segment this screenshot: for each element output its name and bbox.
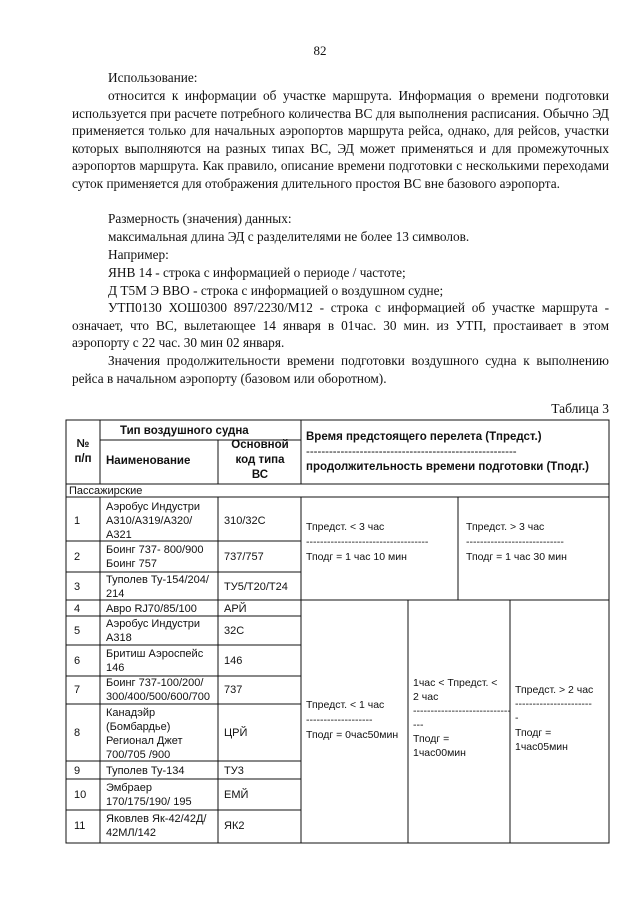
row-3-name-2: 214 <box>106 588 125 600</box>
groupB-c3-separator-1: ---------------------- <box>515 698 592 710</box>
code-header-1: Основной <box>231 439 289 451</box>
row-6-name-1: Бритиш Аэроспейс <box>106 648 204 660</box>
example-period: ЯНВ 14 - строка с информацией о периоде / частоте; <box>108 265 406 280</box>
groupB-c1-condition: Тпредст. < 1 час <box>306 699 385 711</box>
example-aircraft: Д Т5М Э ВВО - строка с информацией о воздушном судне; <box>108 283 444 298</box>
groupB-c2-separator-1: ---------------------------- <box>413 705 511 717</box>
header-separator: ------------------------------------------------------- <box>306 446 517 458</box>
example-route: УТП0130 ХОШ0300 897/2230/М12 - строка с информацией об участке маршрута - означает, что ВС, вылетающее 14 января в 01час. 30 мин. из УТП, простаивает в этом аэропорту с 22 час. 30 мин 02 января. <box>72 300 609 350</box>
row-9-code: ТУ3 <box>224 765 244 777</box>
row-4-num: 4 <box>74 603 81 615</box>
row-8-name-2: (Бомбардье) <box>106 721 171 733</box>
flight-time-header: Время предстоящего перелета (Тпредст.) <box>306 431 542 443</box>
row-3-name-1: Туполев Ту-154/204/ <box>106 574 209 586</box>
row-1-code: 310/32С <box>224 515 266 527</box>
row-5-code: 32С <box>224 625 245 637</box>
row-2-name-2: Боинг 757 <box>106 558 157 570</box>
row-7-num: 7 <box>74 684 81 696</box>
row-1-num: 1 <box>74 515 81 527</box>
groupB-c1-separator: ------------------- <box>306 714 373 726</box>
row-7-name-1: Боинг 737-100/200/ <box>106 677 204 689</box>
table-border <box>66 420 609 843</box>
groupB-c3-value-1: Тподг = <box>515 727 552 739</box>
groupA-left-condition: Тпредст. < 3 час <box>306 521 385 533</box>
col-num-label-1: № <box>76 438 90 450</box>
groupA-right-value: Тподг = 1 час 30 мин <box>466 551 567 563</box>
row-10-code: ЕМЙ <box>224 789 249 801</box>
row-3-num: 3 <box>74 581 81 593</box>
usage-heading: Использование: <box>108 70 198 85</box>
col-num-label-2: п/п <box>74 453 92 465</box>
dimension-value: максимальная длина ЭД с разделителями не более 13 символов. <box>108 229 470 244</box>
dimension-heading: Размерность (значения) данных: <box>108 211 292 226</box>
row-11-num: 11 <box>74 820 86 832</box>
row-6-name-2: 146 <box>106 662 125 674</box>
row-5-num: 5 <box>74 625 81 637</box>
groupA-right-condition: Тпредст. > 3 час <box>466 521 545 533</box>
row-2-code: 737/757 <box>224 551 264 563</box>
row-1-name-2: А310/А319/А320/ <box>106 515 193 527</box>
row-5-name-1: Аэробус Индустри <box>106 618 200 630</box>
groupA-left-separator: ----------------------------------- <box>306 536 429 548</box>
groupA-left-value: Тподг = 1 час 10 мин <box>306 551 407 563</box>
row-11-code: ЯК2 <box>224 820 245 832</box>
row-4-name-1: Авро RJ70/85/100 <box>106 603 197 615</box>
row-8-num: 8 <box>74 727 81 739</box>
row-10-name-2: 170/175/190/ 195 <box>106 796 192 808</box>
prep-time-header: продолжительность времени подготовки (Тподг.) <box>306 461 589 473</box>
row-4-code: АРЙ <box>224 603 247 615</box>
groupB-c2-condition-1: 1час < Тпредст. < <box>413 677 498 689</box>
groupB-c3-condition: Тпредст. > 2 час <box>515 684 594 696</box>
row-3-code: ТУ5/Т20/Т24 <box>224 581 288 593</box>
row-8-code: ЦРЙ <box>224 727 248 739</box>
row-6-num: 6 <box>74 655 81 667</box>
code-header-2: код типа <box>235 454 285 466</box>
name-header: Наименование <box>106 455 191 467</box>
row-9-num: 9 <box>74 765 81 777</box>
row-11-name-2: 42МЛ/142 <box>106 827 157 839</box>
row-10-num: 10 <box>74 789 87 801</box>
groupB-c3-value-2: 1час05мин <box>515 741 568 753</box>
example-heading: Например: <box>108 247 169 262</box>
row-10-name-1: Эмбраер <box>106 782 152 794</box>
row-5-name-2: А318 <box>106 632 132 644</box>
row-8-name-1: Канадэйр <box>106 707 156 719</box>
row-1-name-1: Аэробус Индустри <box>106 501 200 513</box>
groupB-c2-value-1: Тподг = <box>413 733 450 745</box>
row-6-code: 146 <box>224 655 243 667</box>
closing-paragraph: Значения продолжительности времени подготовки воздушного судна к выполнению рейса в начальном аэропорту (базовом или оборотном). <box>72 353 609 386</box>
aircraft-type-header: Тип воздушного судна <box>120 425 249 437</box>
groupB-c2-separator-2: --- <box>413 719 424 731</box>
groupB-c2-condition-2: 2 час <box>413 691 439 703</box>
groupB-c2-value-2: 1час00мин <box>413 747 466 759</box>
row-8-name-3: Регионал Джет <box>106 735 183 747</box>
row-9-name-1: Туполев Ту-134 <box>106 765 185 777</box>
table-caption: Таблица 3 <box>551 401 609 416</box>
row-2-name-1: Боинг 737- 800/900 <box>106 544 204 556</box>
groupB-c1-value: Тподг = 0час50мин <box>306 729 399 741</box>
row-11-name-1: Яковлев Як-42/42Д/ <box>106 813 207 825</box>
row-8-name-4: 700/705 /900 <box>106 749 171 761</box>
row-7-name-2: 300/400/500/600/700 <box>106 691 210 703</box>
group-passenger: Пассажирские <box>69 485 143 497</box>
row-2-num: 2 <box>74 551 81 563</box>
code-header-3: ВС <box>251 469 269 481</box>
page-number: 82 <box>313 43 327 58</box>
groupB-c3-separator-2: - <box>515 712 519 724</box>
groupA-right-separator: ---------------------------- <box>466 536 564 548</box>
row-1-name-3: А321 <box>106 529 132 541</box>
usage-paragraph: относится к информации об участке маршрута. Информация о времени подготовки используется при расчете потребного количества ВС для выполнения расписания. Обычно ЭД применяется только для начальных аэропортов маршрута рейса, однако, для рейсов, участки которых выполняются на разных типах ВС, ЭД может применяться и для промежуточных аэропортов маршрута. Как правило, описание времени подготовки с несколькими переходами суток применяется для отображения длительного простоя ВС вне базового аэропорта. <box>72 88 609 191</box>
row-7-code: 737 <box>224 684 243 696</box>
